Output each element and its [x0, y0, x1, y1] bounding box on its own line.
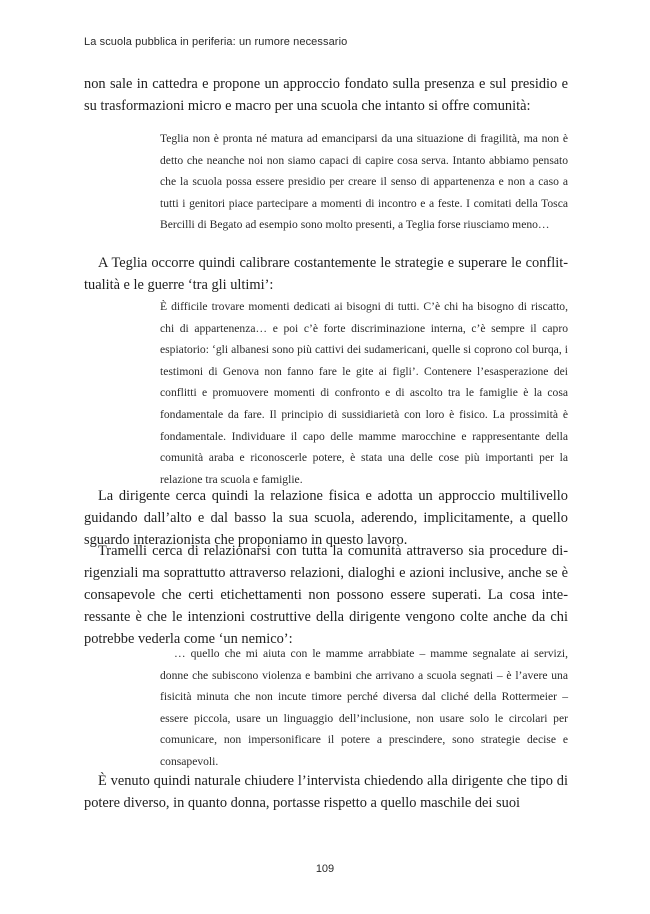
- body-paragraph: Tramelli cerca di relazionarsi con tutta la comunità attraverso sia procedure dirigenziali ma soprattutto attraverso relazioni, dialoghi e azioni inclusive, anche se è consapevole che certi etichettamenti non possono essere superati. La cosa interessante è che le intenzioni costruttive della dirigente vengono colte anche da chi potrebbe vederla come ‘un nemico’:: [84, 543, 568, 647]
- body-paragraph: La dirigente cerca quindi la relazione fisica e adotta un approccio multilivello guidando dall’alto e dal basso la sua scuola, aderendo, implicitamente, a quello sguardo interazionista che proponiamo in questo lavoro.: [84, 488, 568, 548]
- body-paragraph: È venuto quindi naturale chiudere l’intervista chiedendo alla dirigente che tipo di potere diverso, in quanto donna, portasse rispetto a quello maschile dei suoi: [84, 773, 568, 811]
- block-quote: Teglia non è pronta né matura ad emanciparsi da una situazione di fragilità, ma non è detto che neanche noi non siamo capaci di capire cosa serva. Intanto abbiamo pensato che la scuola possa essere presidio per creare il senso di appartenenza e non a caso a tutti i genitori piace partecipare a momenti di incontro e a feste. I comitati della Tosca Bercilli di Begato ad esempio sono molto presenti, a Teglia forse riusciamo meno…: [160, 132, 568, 232]
- body-paragraph: non sale in cattedra e propone un approccio fondato sulla presenza e sul presidio e su trasformazioni micro e macro per una scuola che intanto si offre comunità:: [84, 76, 568, 114]
- block-quote: È difficile trovare momenti dedicati ai bisogni di tutti. C’è chi ha bisogno di riscatto, chi di appartenenza… e poi c’è forte discriminazione interna, c’è sempre il capro espiatorio: ‘gli albanesi sono più cattivi dei sudamericani, quelle si coprono col burqa, i testimoni di Genova non fanno fare le gite ai figli’. Contenere l’esasperazione dei conflitti e promuovere momenti di confronto e di ascolto tra le famiglie è la cosa fondamentale da fare. Il principio di sussidiarietà con loro è fisico. La prossimità è fondamentale. Individuare il capo delle mamme marocchine e rappresentante della comunità araba e riconoscerle potere, è stata una delle cose più importanti per la relazione tra scuola e famiglie.: [160, 300, 568, 486]
- body-paragraph: A Teglia occorre quindi calibrare costantemente le strategie e superare le conflittualità e le guerre ‘tra gli ultimi’:: [84, 255, 568, 293]
- block-quote: … quello che mi aiuta con le mamme arrabbiate – mamme segnalate ai servizi, donne che subiscono violenza e bambini che arrivano a scuola segnati – è l’avere una fisicità minuta che non incute timore perché diversa dal cliché della Rottermeier – essere piccola, usare un linguaggio dell’inclusione, non usare solo le circolari per comunicare, non impersonificare il potere a prescindere, sono strategie decise e consapevoli.: [160, 647, 568, 768]
- running-header: La scuola pubblica in periferia: un rumore necessario: [84, 36, 348, 48]
- page-number: 109: [315, 863, 335, 875]
